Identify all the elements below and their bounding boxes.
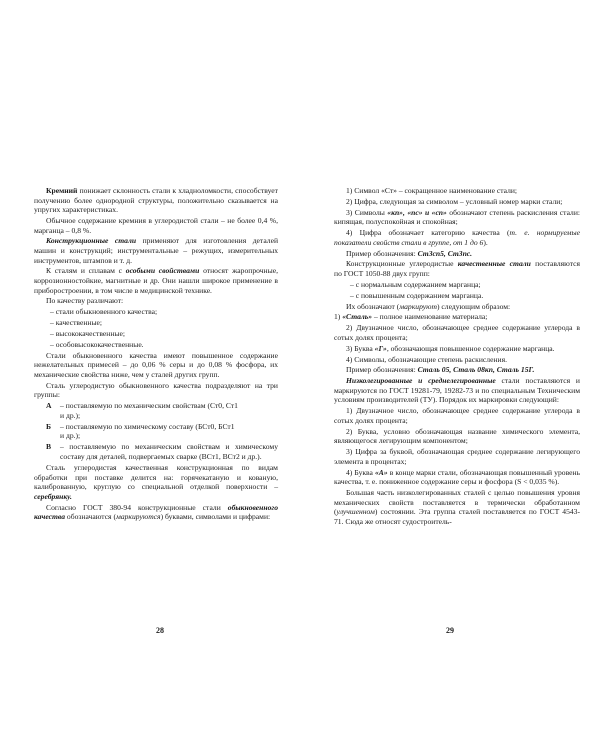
example-line: Пример обозначения: Ст3сп5, Ст3пс.: [346, 248, 473, 258]
list-item: – качественные;: [50, 318, 103, 328]
list-item: 4) Буква «А» в конце марки стали, обозначающая повышенный уровень качества, т. е. пониженное содержание серы и фосфора (S < 0,035 %).: [334, 467, 581, 487]
list-item: 3) Символы «кп», «пс» и «сп» обозначают степень раскисления стали: кипящая, полуспокойная и спокойная;: [334, 207, 580, 227]
paragraph-heat-treated: Большая часть низколегированных сталей с целью повышения уровня механических свойств поставляется в термически обработанном (улучшенном) состоянии. Эта группа сталей поставляется по ГОСТ 4543-71. Сюда же относят судостроитель-: [334, 487, 580, 526]
list-item: 1) «Сталь» – полное наименование материала;: [334, 312, 488, 322]
list-item: – особовысококачественные.: [50, 339, 144, 349]
list-item: 2) Двузначное число, обозначающее среднее содержание углерода в сотых долях процента;: [334, 323, 580, 342]
group-v: В – поставляемую по механическим свойствам и химическому составу для деталей, подвергаемых сварке (ВСт1, ВСт2 и др.).: [46, 442, 278, 461]
list-item: 4) Символы, обозначающие степень раскисления.: [346, 354, 507, 364]
list-item: – с повышенным содержанием марганца.: [350, 290, 484, 300]
list-item: 1) Двузначное число, обозначающее среднее содержание углерода в сотых долях процента;: [334, 406, 580, 425]
list-item: 4) Цифра обозначает категорию качества (т. е. нормируемые показатели свойств стали в группе, от 1 до 6).: [334, 228, 580, 247]
list-item: – высококачественные;: [50, 328, 125, 338]
list-item: 3) Цифра за буквой, обозначающая среднее содержание легирующего элемента в процентах;: [334, 447, 580, 466]
left-page-text: [34, 186, 278, 523]
paragraph-groups-intro: Сталь углеродистую обыкновенного качества подразделяют на три группы:: [34, 380, 278, 400]
list-item: – стали обыкновенного качества;: [50, 307, 158, 317]
right-page: [300, 0, 600, 750]
group-b: Б – поставляемую по химическому составу (БСт0, БСт1 и др.);: [46, 421, 235, 441]
paragraph-special: К сталям и сплавам с особыми свойствами относят жаропрочные, коррозионностойкие, магнитные и др. Они нашли широкое применение в приборостроении, в том числе в медицинской технике.: [34, 266, 278, 295]
example-line: Пример обозначения: Сталь 05, Сталь 08кп, Сталь 15Г.: [346, 365, 535, 375]
list-item: 2) Буква, условно обозначающая название химического элемента, являющегося легирующим компонентом;: [334, 426, 580, 446]
list-item: 2) Цифра, следующая за символом – условный номер марки стали;: [346, 196, 563, 206]
paragraph-ordinary: Стали обыкновенного качества имеют повышенное содержание нежелательных примесей – до 0,06 % серы и до 0,08 % фосфора, их механические свойства ниже, чем у сталей других групп.: [34, 350, 278, 379]
page-number: 28: [156, 626, 164, 635]
paragraph-structural: Конструкционные стали применяют для изготовления деталей машин и конструкций; инструментальные – режущих, измерительных инструментов, штампов и т. д.: [34, 236, 279, 265]
paragraph-silicon: Кремний понижает склонность стали к хладноломкости, способствует получению более однородной структуры, положительно сказывается на упругих характеристиках.: [34, 186, 278, 215]
list-item: 1) Символ «Ст» – сокращенное наименование стали;: [346, 186, 518, 195]
list-item: – с нормальным содержанием марганца;: [350, 279, 481, 289]
right-page-text: [334, 186, 580, 528]
paragraph-processing: Сталь углеродистая качественная конструкционная по видам обработки при поставке делится на: горячекатаную и кованую, калиброванную, круглую со специальной отделкой поверхности – серебрянку.: [34, 462, 278, 501]
paragraph-quality-steels: Конструкционные углеродистые качественные стали поставляются по ГОСТ 1050-88 двух групп:: [334, 259, 580, 278]
paragraph-gost: Согласно ГОСТ 380-94 конструкционные стали обыкновенного качества обозначаются (маркируются) буквами, символами и цифрами:: [34, 502, 278, 522]
list-item: 3) Буква «Г», обозначающая повышенное содержание марганца.: [346, 343, 555, 353]
page-number: 29: [446, 626, 454, 635]
paragraph-marking-intro: Их обозначают (маркируют) следующим образом:: [346, 301, 511, 311]
paragraph-content: Обычное содержание кремния в углеродистой стали – не более 0,4 %, марганца – 0,8 %.: [34, 215, 278, 235]
paragraph-quality-intro: По качеству различают:: [46, 296, 124, 306]
group-a: А – поставляемую по механическим свойствам (Ст0, Ст1 и др.);: [46, 401, 238, 420]
paragraph-alloyed: Низколегированные и среднелегированные стали поставляются и маркируются по ГОСТ 19281-79, 19282-73 и по специальным Техническим условиям производителей (ТУ). Порядок их маркировки следующий:: [334, 376, 580, 405]
